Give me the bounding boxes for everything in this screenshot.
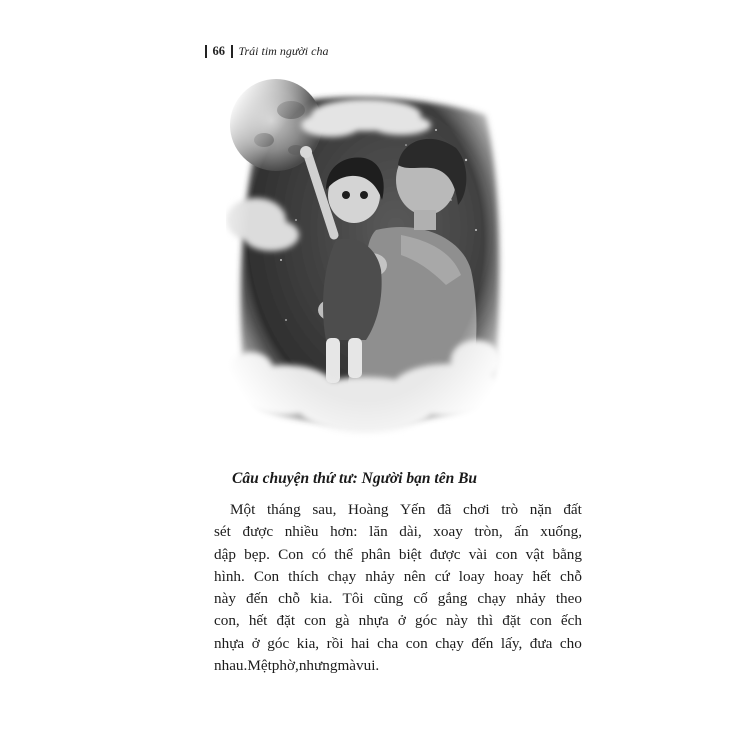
body-word: nhảy: [516, 590, 546, 608]
body-word: có: [311, 545, 327, 563]
body-word: nhưng: [298, 657, 338, 675]
book-title: Trái tim người cha: [238, 44, 329, 58]
body-word: đất: [563, 501, 582, 518]
running-header: [205, 44, 328, 59]
body-word: dài,: [399, 523, 422, 541]
body-word: ở: [397, 612, 406, 630]
body-word: vật: [525, 545, 545, 563]
body-word: này: [446, 612, 468, 630]
body-word: con: [304, 612, 327, 630]
body-word: Con: [253, 567, 280, 585]
body-word: được: [429, 545, 461, 563]
body-word: góc: [415, 612, 437, 630]
body-word: chỗ: [560, 567, 582, 585]
body-word: loay: [458, 567, 485, 585]
body-word: ấn: [514, 523, 529, 541]
body-word: đến: [471, 634, 494, 652]
body-line: [214, 521, 582, 543]
body-word: phờ,: [271, 657, 299, 675]
body-word: Một: [230, 501, 256, 518]
body-word: ếch: [560, 612, 582, 630]
body-word: Mệt: [247, 657, 272, 675]
body-word: đã: [437, 501, 452, 518]
body-word: đến: [246, 590, 268, 608]
body-word: này: [214, 590, 236, 608]
body-word: bằng: [552, 545, 582, 563]
body-word: con,: [214, 612, 240, 630]
body-word: nhảy: [365, 567, 395, 585]
header-rule-right: [231, 45, 233, 58]
body-word: kia.: [310, 590, 333, 608]
body-word: hoay: [493, 567, 524, 585]
illustration-svg: [226, 70, 506, 450]
body-word: con: [495, 545, 518, 563]
body-word: chỗ: [278, 590, 300, 608]
body-word: thể: [334, 545, 353, 563]
body-word: chơi: [463, 501, 490, 518]
body-word: lấy,: [500, 634, 523, 652]
body-word: gà: [335, 612, 350, 630]
chapter-illustration: [226, 70, 506, 450]
body-word: góc: [267, 634, 290, 652]
body-word: cha: [377, 634, 399, 652]
body-word: cũng: [373, 590, 404, 608]
body-word: tròn,: [474, 523, 503, 541]
body-word: con: [529, 612, 552, 630]
body-word: nhau.: [214, 657, 248, 675]
body-line: [214, 566, 582, 588]
body-word: Tôi: [342, 590, 364, 608]
body-word: cố: [413, 590, 428, 608]
body-word: hết: [532, 567, 552, 585]
body-line: [214, 610, 582, 632]
body-line: [214, 499, 582, 521]
body-word: bẹp.: [244, 545, 270, 563]
body-word: rồi: [326, 634, 344, 652]
body-word: thích: [288, 567, 319, 585]
body-word: xuống,: [540, 523, 582, 541]
body-word: trò: [501, 501, 519, 518]
body-line: [214, 655, 582, 677]
body-word: hai: [351, 634, 370, 652]
body-word: phân: [361, 545, 391, 563]
body-word: vài: [468, 545, 488, 563]
body-word: hết: [248, 612, 268, 630]
body-line: [214, 544, 582, 566]
body-word: ở: [251, 634, 260, 652]
body-word: cho: [559, 634, 582, 652]
body-word: chạy: [327, 567, 357, 585]
body-word: được: [242, 523, 274, 541]
chapter-title: Câu chuyện thứ tư: Người bạn tên Bu: [232, 470, 478, 487]
body-word: hình.: [214, 567, 245, 585]
body-word: tháng: [266, 501, 301, 518]
body-word: nặn: [529, 501, 552, 518]
body-word: biệt: [398, 545, 422, 563]
body-word: theo: [555, 590, 582, 608]
body-word: con: [405, 634, 428, 652]
body-word: thì: [477, 612, 494, 630]
body-word: xoay: [433, 523, 463, 541]
body-word: chạy: [477, 590, 507, 608]
header-rule-left: [205, 45, 207, 58]
body-word: Hoàng: [348, 501, 389, 518]
body-word: cứ: [434, 567, 450, 585]
body-word: Con: [278, 545, 304, 563]
body-paragraph: [214, 499, 582, 677]
body-word: mà: [337, 657, 356, 675]
page-number: 66: [212, 44, 225, 58]
body-line: [214, 633, 582, 655]
body-word: hơn:: [330, 523, 358, 541]
body-word: đặt: [502, 612, 521, 630]
body-line: [214, 588, 582, 610]
body-word: nên: [403, 567, 426, 585]
body-word: đưa: [529, 634, 553, 652]
body-word: chạy: [435, 634, 464, 652]
body-word: dập: [214, 545, 236, 563]
body-word: gắng: [437, 590, 468, 608]
body-word: vui.: [356, 657, 380, 675]
body-word: nhựa: [214, 634, 245, 652]
body-word: sét: [214, 523, 231, 541]
body-word: nhựa: [358, 612, 389, 630]
body-word: Yến: [400, 501, 426, 518]
body-word: kia,: [296, 634, 320, 652]
body-word: lăn: [369, 523, 388, 541]
body-word: đặt: [276, 612, 296, 630]
body-word: nhiều: [284, 523, 319, 541]
body-word: sau,: [312, 501, 337, 518]
